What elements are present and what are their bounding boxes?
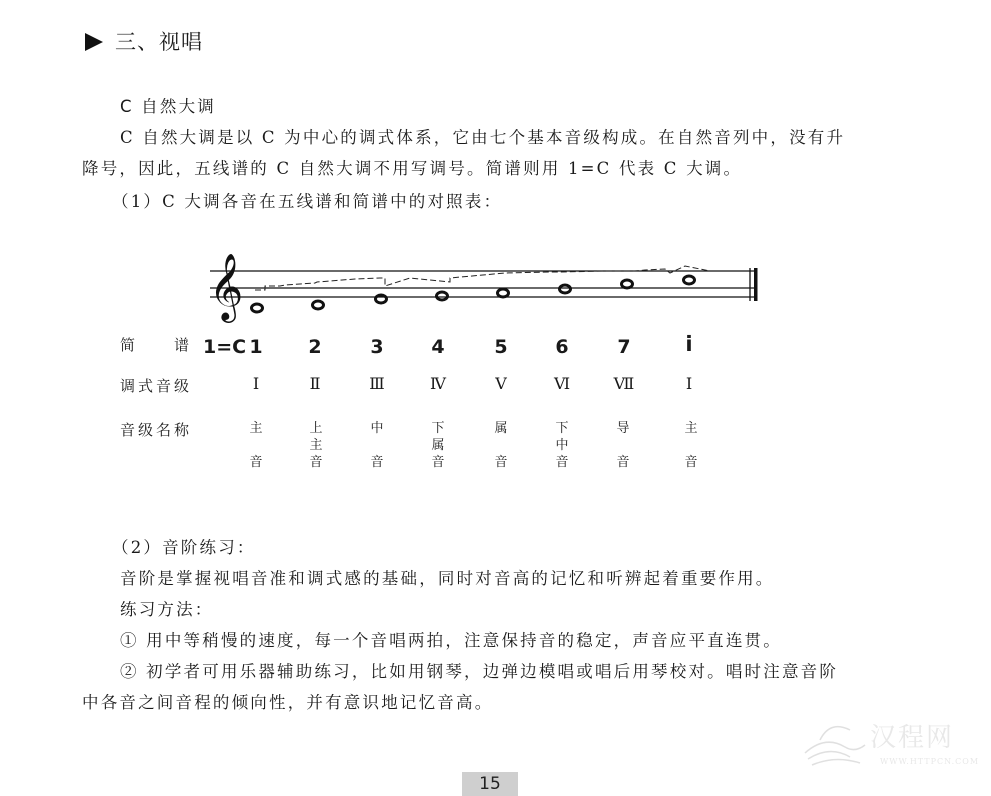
watermark-url: WWW.HTTPCN.COM — [880, 757, 980, 766]
method-label: 练习方法： — [120, 600, 214, 619]
degree-name: 中 音 — [370, 421, 384, 470]
note-d4 — [313, 301, 324, 309]
degree-numeral: Ⅱ — [309, 374, 321, 393]
note-b4 — [622, 280, 633, 288]
note-c5 — [684, 276, 695, 284]
note-a4 — [560, 285, 571, 293]
watermark — [800, 715, 980, 774]
degree-name: 上 主 音 — [309, 421, 323, 470]
treble-clef-icon: 𝄞 — [209, 252, 244, 320]
degree-numeral: Ⅶ — [613, 374, 635, 393]
jianpu-note: 4 — [431, 336, 445, 358]
degree-numeral: Ⅰ — [685, 374, 693, 393]
degree-numeral: Ⅳ — [430, 374, 446, 393]
degree-numeral: Ⅵ — [553, 374, 571, 393]
jianpu-note-high: i̇ — [685, 332, 693, 356]
jianpu-note: 5 — [494, 336, 508, 358]
intro-line-1: C 自然大调是以 C 为中心的调式体系，它由七个基本音级构成。在自然音列中，没有升 — [120, 128, 846, 147]
section-title-text: 三、视唱 — [115, 30, 203, 54]
note-e4 — [376, 295, 387, 303]
table-caption: （1）C 大调各音在五线谱和简谱中的对照表： — [112, 192, 503, 211]
name-row-label: 音级名称 — [120, 421, 193, 439]
degree-numeral: Ⅲ — [369, 374, 385, 393]
degree-name: 导 音 — [616, 421, 630, 470]
jianpu-note: 2 — [308, 336, 322, 358]
practice-heading: （2）音阶练习： — [112, 538, 256, 557]
page-number: 15 — [462, 772, 518, 796]
key-signature: 1=C — [203, 336, 247, 358]
section-title — [85, 26, 203, 56]
triangle-bullet-icon — [85, 33, 103, 51]
jianpu-note: 6 — [555, 336, 569, 358]
method-item-2-continued: 中各音之间音程的倾向性，并有意识地记忆音高。 — [82, 693, 494, 712]
note-g4 — [498, 289, 509, 297]
note-c4 — [252, 304, 263, 312]
method-item-1: ① 用中等稍慢的速度，每一个音唱两拍，注意保持音的稳定，声音应平直连贯。 — [120, 631, 782, 650]
degree-numeral: Ⅰ — [252, 374, 260, 393]
staff-notation — [205, 248, 765, 323]
method-item-2: ② 初学者可用乐器辅助练习，比如用钢琴，边弹边模唱或唱后用琴校对。唱时注意音阶 — [120, 662, 839, 681]
intro-line-2: 降号，因此，五线谱的 C 自然大调不用写调号。简谱则用 1=C 代表 C 大调。 — [82, 159, 743, 178]
degree-name: 下 属 音 — [431, 421, 445, 470]
note-f4 — [437, 292, 448, 300]
degree-name: 属 音 — [494, 421, 508, 470]
subheading: C 自然大调 — [120, 97, 216, 116]
jianpu-note: 1 — [249, 336, 263, 358]
jianpu-note: 7 — [617, 336, 631, 358]
jianpu-note: 3 — [370, 336, 384, 358]
degree-numeral: Ⅴ — [495, 374, 507, 393]
degree-name: 下 中 音 — [555, 421, 569, 470]
watermark-logo-icon — [800, 715, 870, 770]
degree-name: 主 音 — [249, 421, 263, 470]
watermark-text: 汉程网 — [870, 723, 955, 753]
degree-name: 主 音 — [684, 421, 698, 470]
jianpu-row-label: 简 谱 — [120, 336, 193, 354]
degree-row-label: 调式音级 — [120, 377, 193, 395]
practice-line-1: 音阶是掌握视唱音准和调式感的基础，同时对音高的记忆和听辨起着重要作用。 — [120, 569, 775, 588]
